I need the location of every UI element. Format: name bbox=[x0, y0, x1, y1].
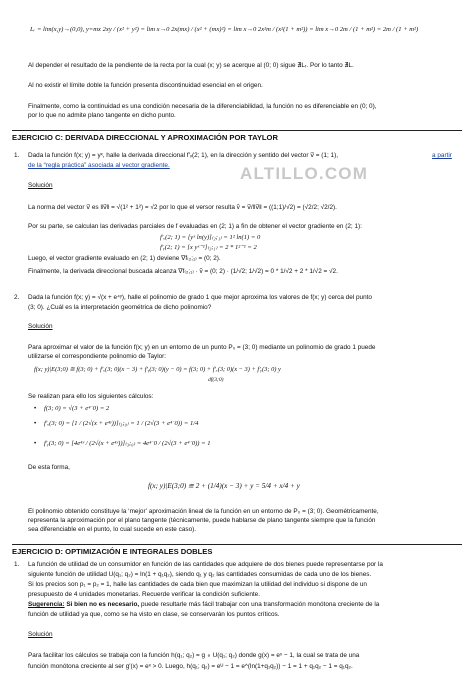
suggestion-text: puede resultarle más fácil trabajar con una transformación monótona creciente de la bbox=[139, 601, 380, 608]
exercise-statement: (3; 0). ¿Cuál es la interpretación geométrica de dicho polinomio? bbox=[28, 304, 212, 311]
solution-text: El polinomio obtenido constituye la ‘mejor’ aproximación lineal de la función en un entorno de P₀ = (3; 0). Geométricamente, bbox=[28, 508, 379, 515]
paragraph: Finalmente, como la continuidad es una condición necesaria de la diferenciabilidad, la función no es diferenciable en (0; 0), bbox=[28, 103, 377, 110]
exercise-statement: Si los precios son p₁ = p₂ = 1, halle las cantidades de cada bien que maximizan la utilidad del individuo si dispone de un bbox=[28, 581, 367, 588]
exercise-statement: Dada la función f(x; y) = yˣ, halle la derivada direccional f′ᵥ(2; 1), en la dirección y sentido del vector v⃗ = (1; 1), bbox=[28, 152, 338, 159]
section-divider bbox=[12, 544, 462, 545]
item-number: 1. bbox=[14, 152, 20, 159]
rule-link[interactable]: de la “regla práctica” asociada al vector gradiente. bbox=[28, 162, 170, 169]
bullet-icon: • bbox=[34, 405, 37, 412]
limit-equation: Lᵣ = lim(x,y)→(0,0), y=mx 2xy / (x² + y²) = lim x→0 2x(mx) / (x² + (mx)²) = lim x→0 2x²m / (x²(1 + m²)) = lim x→0 2m / (1 + m²) = 2m / (1 + m²) bbox=[30, 26, 419, 33]
exercise-statement: presupuesto de 4 unidades monetarias. Recuerde verificar la condición suficiente. bbox=[28, 591, 260, 598]
suggestion-label: Sugerencia: bbox=[28, 601, 65, 608]
differential-label: df(3;0) bbox=[208, 377, 224, 383]
solution-heading: Solución bbox=[28, 182, 53, 189]
partial-y: f′ᵧ(2; 1) = [x yˣ⁻¹]₍₂;₁₎ = 2 * 1²⁻¹ = 2 bbox=[160, 244, 257, 251]
exercise-statement: siguiente función de utilidad U(q₁; q₂) = ln(1 + q₁q₂), siendo q₁ y q₂ las cantidades consumidas de cada uno de los bienes. bbox=[28, 571, 372, 578]
solution-text: Se realizan para ello los siguientes cálculos: bbox=[28, 393, 154, 400]
taylor-formula: f(x; y)|E(3;0) ≅ f(3; 0) + f′ₓ(3; 0)(x − 3) + f′ᵧ(3; 0)(y − 0) = f(3; 0) + f′ₓ(3; 0)(x − 3) + f′ᵧ(3; 0) y bbox=[34, 366, 281, 373]
partial-x: f′ₓ(2; 1) = [yˣ ln(y)]₍₂;₁₎ = 1² ln(1) = 0 bbox=[160, 234, 261, 241]
item-number: 1. bbox=[14, 561, 20, 568]
bullet-icon: • bbox=[34, 440, 37, 447]
exercise-statement: La función de utilidad de un consumidor en función de las cantidades que adquiere de dos bienes puede representarse por la bbox=[28, 561, 383, 568]
suggestion-text: función de utilidad ya que, como se ha visto en clase, se conservarán los puntos críticos. bbox=[28, 611, 280, 618]
paragraph: Al depender el resultado de la pendiente de la recta por la cual (x; y) se acerque al (0; 0) sigue ∄Lᵣ. Por lo tanto ∄L. bbox=[28, 62, 354, 69]
calc-fy: f′ᵧ(3; 0) = [4e⁴ʸ / (2√(x + e⁴ʸ))]₍₃;₀₎ = 4e⁴˙0 / (2√(3 + e⁴˙0)) = 1 bbox=[44, 440, 211, 447]
rule-link[interactable]: a partir bbox=[432, 152, 452, 159]
solution-heading: Solución bbox=[28, 631, 53, 638]
paragraph: Al no existir el límite doble la función presenta discontinuidad esencial en el origen. bbox=[28, 82, 263, 89]
watermark: ALTILLO.COM bbox=[240, 164, 369, 183]
calc-fx: f′ₓ(3; 0) = [1 / (2√(x + e⁴ʸ))]₍₃;₀₎ = 1 / (2√(3 + e⁴˙0)) = 1/4 bbox=[44, 420, 199, 427]
solution-text: función monótona creciente al ser g′(x) = eˣ > 0. Luego, h(q₁; q₂) = eᵁ − 1 = e^(ln(1+q₁q₂)) − 1 = 1 + q₁q₂ − 1 = q₁q₂. bbox=[28, 663, 353, 670]
paragraph: por lo que no admite plano tangente en dicho punto. bbox=[28, 112, 176, 119]
solution-text: Luego, el vector gradiente evaluado en (2; 1) deviene ∇f₍₂;₁₎ = (0; 2). bbox=[28, 255, 221, 262]
section-heading: EJERCICIO C: DERIVADA DIRECCIONAL Y APROXIMACIÓN POR TAYLOR bbox=[12, 133, 278, 142]
bullet-icon: • bbox=[34, 420, 37, 427]
section-divider bbox=[12, 130, 462, 131]
taylor-result: f(x; y)|E(3;0) ≅ 2 + (1/4)(x − 3) + y = 5/4 + x/4 + y bbox=[148, 482, 300, 490]
suggestion-emphasis: Si bien no es necesario, bbox=[64, 601, 140, 608]
solution-text: sea diferenciable en el punto, lo cual sucede en este caso). bbox=[28, 526, 197, 533]
section-heading: EJERCICIO D: OPTIMIZACIÓN E INTEGRALES DOBLES bbox=[12, 547, 213, 556]
solution-heading: Solución bbox=[28, 323, 53, 330]
calc-f: f(3; 0) = √(3 + e⁴˙0) = 2 bbox=[44, 405, 110, 412]
solution-text: De esta forma, bbox=[28, 464, 70, 471]
solution-text: La norma del vector v⃗ es ‖v⃗‖ = √(1² + 1²) = √2 por lo que el versor resulta v̂ = v⃗/‖v⃗‖ = ((1;1)/√2) = (√2/2; √2/2). bbox=[28, 204, 337, 211]
solution-text: Para aproximar el valor de la función f(x; y) en un entorno de un punto P₀ = (3; 0) mediante un polinomio de grado 1 puede bbox=[28, 344, 376, 351]
suggestion bbox=[28, 601, 379, 610]
solution-text: Para facilitar los cálculos se trabaja con la función h(q₁; q₂) = g ∘ U(q₁; q₂) donde g(x) = eˣ − 1, la cual se trata de una bbox=[28, 652, 360, 659]
solution-text: representa la aproximación por el plano tangente (técnicamente, puede hablarse de plano tangente siempre que la función bbox=[28, 517, 376, 524]
item-number: 2. bbox=[14, 294, 20, 301]
solution-text: Finalmente, la derivada direccional buscada alcanza ∇f₍₂;₁₎ · v̂ = (0; 2) · (1/√2; 1/√2) = 0 * 1/√2 + 2 * 1/√2 = √2. bbox=[28, 268, 338, 275]
exercise-statement: Dada la función f(x; y) = √(x + e⁴ʸ), halle el polinomio de grado 1 que mejor aproxima los valores de f(x; y) cerca del punto bbox=[28, 294, 372, 301]
solution-text: Por su parte, se calculan las derivadas parciales de f evaluadas en (2; 1) a fin de obtener el vector gradiente en (2; 1): bbox=[28, 223, 362, 230]
solution-text: utilizarse el correspondiente polinomio de Taylor: bbox=[28, 353, 167, 360]
